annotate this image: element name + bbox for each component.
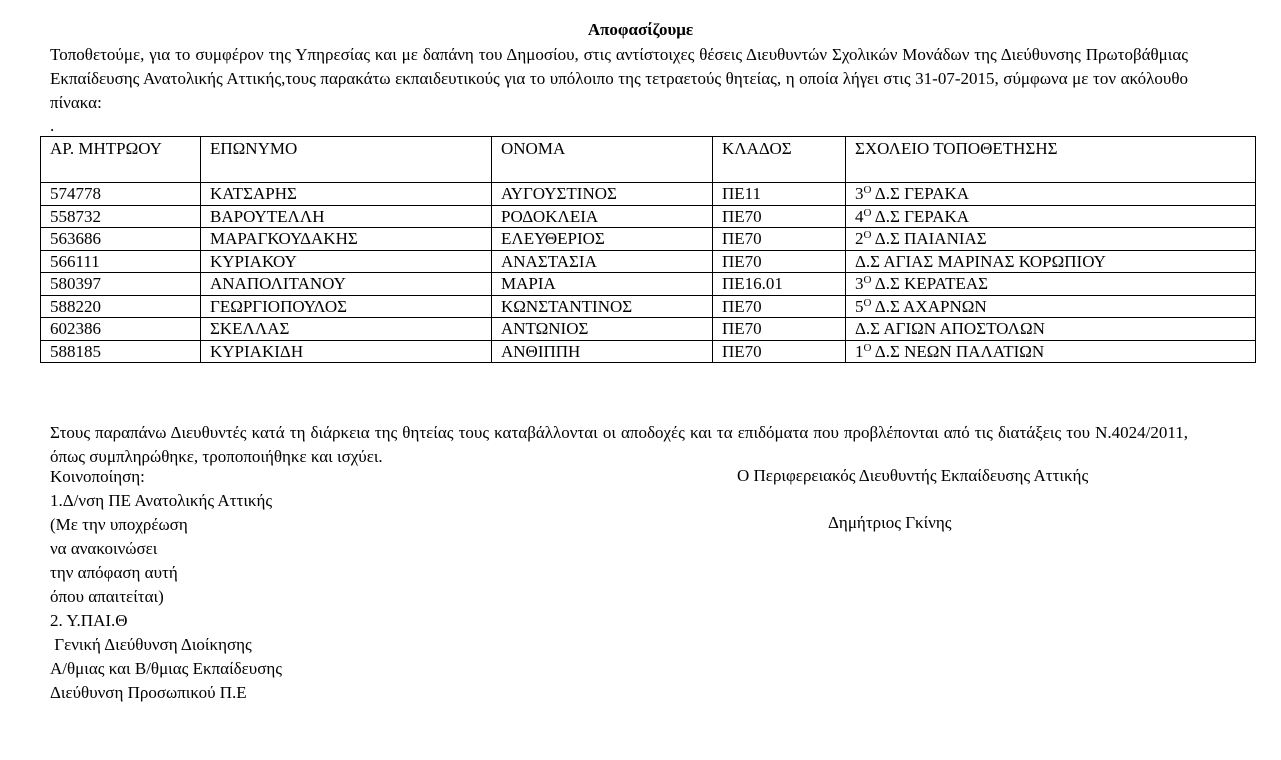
notification-line: Διεύθυνση Προσωπικού Π.Ε	[50, 683, 247, 702]
placements-table	[40, 136, 1256, 363]
intro-paragraph	[50, 43, 1188, 115]
school-name: Δ.Σ ΑΓΙΑΣ ΜΑΡΙΝΑΣ ΚΟΡΩΠΙΟΥ	[855, 251, 1106, 271]
cell-am: 602386	[41, 318, 201, 341]
cell-name: ΕΛΕΥΘΕΡΙΟΣ	[492, 228, 713, 251]
notification-line: Α/θμιας και Β/θμιας Εκπαίδευσης	[50, 659, 283, 678]
cell-am: 580397	[41, 273, 201, 296]
cell-branch: ΠΕ70	[713, 228, 846, 251]
salary-note	[50, 421, 1188, 469]
cell-school	[846, 295, 1256, 318]
school-number: 3	[855, 184, 864, 203]
table-row	[41, 318, 1256, 341]
school-number: 3	[855, 274, 864, 293]
school-ordinal-suffix: Ο	[863, 296, 872, 309]
school-name: Δ.Σ ΓΕΡΑΚΑ	[871, 206, 970, 226]
cell-school	[846, 273, 1256, 296]
intro-text: Τοποθετούμε, για το συμφέρον της Υπηρεσίας και με δαπάνη του Δημοσίου, στις αντίστοιχες θέσεις Διευθυντών Σχολικών Μονάδων της Διεύθυνσης Πρωτοβάθμιας Εκπαίδευσης Ανατολικής Αττικής,τους παρακάτω εκπαιδευτικούς για το υπόλοιπο της τετραετούς θητείας, η οποία λήγει στις 31-07-2015, σύμφωνα με τον ακόλουθο πίνακα:	[50, 45, 1188, 112]
cell-branch: ΠΕ70	[713, 295, 846, 318]
school-ordinal-suffix: Ο	[863, 274, 872, 286]
cell-am: 588185	[41, 340, 201, 363]
notification-heading: Κοινοποίηση:	[50, 467, 145, 486]
cell-name: ΑΝΤΩΝΙΟΣ	[492, 318, 713, 341]
signatory-name: Δημήτριος Γκίνης	[828, 513, 952, 532]
cell-name: ΚΩΝΣΤΑΝΤΙΝΟΣ	[492, 295, 713, 318]
cell-name: ΜΑΡΙΑ	[492, 273, 713, 296]
cell-am: 566111	[41, 250, 201, 273]
cell-branch: ΠΕ70	[713, 340, 846, 363]
school-ordinal-suffix: Ο	[863, 184, 872, 196]
cell-school	[846, 228, 1256, 251]
notification-line: την απόφαση αυτή	[50, 563, 178, 582]
school-number: 4	[855, 206, 864, 226]
table-row	[41, 183, 1256, 206]
cell-surname: ΑΝΑΠΟΛΙΤΑΝΟΥ	[201, 273, 492, 296]
cell-name: ΑΝΑΣΤΑΣΙΑ	[492, 250, 713, 273]
table-row	[41, 228, 1256, 251]
school-name: Δ.Σ ΓΕΡΑΚΑ	[871, 184, 970, 203]
document-heading: Αποφασίζουμε	[587, 20, 694, 39]
cell-name: ΡΟΔΟΚΛΕΙΑ	[492, 205, 713, 228]
table-row	[41, 295, 1256, 318]
cell-am: 563686	[41, 228, 201, 251]
school-name: Δ.Σ ΚΕΡΑΤΕΑΣ	[871, 274, 989, 293]
table-row	[41, 273, 1256, 296]
cell-branch: ΠΕ70	[713, 318, 846, 341]
school-name: Δ.Σ ΠΑΙΑΝΙΑΣ	[871, 229, 987, 248]
school-name: Δ.Σ ΝΕΩΝ ΠΑΛΑΤΙΩΝ	[871, 341, 1045, 361]
notification-list	[50, 465, 282, 705]
notification-line: Γενική Διεύθυνση Διοίκησης	[50, 635, 252, 654]
cell-surname: ΚΥΡΙΑΚΟΥ	[201, 250, 492, 273]
cell-school	[846, 318, 1256, 341]
cell-am: 574778	[41, 183, 201, 206]
table-row	[41, 205, 1256, 228]
cell-school	[846, 205, 1256, 228]
cell-branch: ΠΕ16.01	[713, 273, 846, 296]
notification-line: (Με την υποχρέωση	[50, 515, 188, 534]
cell-surname: ΚΥΡΙΑΚΙΔΗ	[201, 340, 492, 363]
cell-name: ΑΝΘΙΠΠΗ	[492, 340, 713, 363]
table-row	[41, 250, 1256, 273]
school-ordinal-suffix: Ο	[863, 229, 872, 241]
cell-surname: ΣΚΕΛΛΑΣ	[201, 318, 492, 341]
signatory-role: Ο Περιφερειακός Διευθυντής Εκπαίδευσης Αττικής	[737, 466, 1089, 485]
school-number: 2	[855, 229, 864, 248]
table-row	[41, 340, 1256, 363]
notification-line: 2. Υ.ΠΑΙ.Θ	[50, 611, 128, 630]
note-text: Στους παραπάνω Διευθυντές κατά τη διάρκεια της θητείας τους καταβάλλονται οι αποδοχές και τα επιδόματα που προβλέπονται από τις διατάξεις του Ν.4024/2011, όπως συμπληρώθηκε, τροποποιήθηκε και ισχύει.	[50, 423, 1188, 466]
cell-branch: ΠΕ70	[713, 250, 846, 273]
stray-dot: .	[50, 116, 55, 135]
cell-surname: ΒΑΡΟΥΤΕΛΛΗ	[201, 205, 492, 228]
notification-line: 1.Δ/νση ΠΕ Ανατολικής Αττικής	[50, 491, 273, 510]
header-surname: ΕΠΩΝΥΜΟ	[201, 137, 492, 183]
header-school: ΣΧΟΛΕΙΟ ΤΟΠΟΘΕΤΗΣΗΣ	[846, 137, 1256, 183]
school-ordinal-suffix: Ο	[863, 341, 872, 354]
cell-am: 558732	[41, 205, 201, 228]
cell-school	[846, 183, 1256, 206]
cell-am: 588220	[41, 295, 201, 318]
header-name: ΟΝΟΜΑ	[492, 137, 713, 183]
cell-school	[846, 250, 1256, 273]
cell-branch: ΠΕ70	[713, 205, 846, 228]
table-body	[41, 183, 1256, 363]
school-name: Δ.Σ ΑΧΑΡΝΩΝ	[871, 296, 987, 316]
cell-branch: ΠΕ11	[713, 183, 846, 206]
school-name: Δ.Σ ΑΓΙΩΝ ΑΠΟΣΤΟΛΩΝ	[855, 319, 1045, 338]
notification-line: να ανακοινώσει	[50, 539, 158, 558]
school-ordinal-suffix: Ο	[863, 206, 872, 219]
cell-surname: ΜΑΡΑΓΚΟΥΔΑΚΗΣ	[201, 228, 492, 251]
notification-line: όπου απαιτείται)	[50, 587, 164, 606]
cell-name: ΑΥΓΟΥΣΤΙΝΟΣ	[492, 183, 713, 206]
cell-surname: ΓΕΩΡΓΙΟΠΟΥΛΟΣ	[201, 295, 492, 318]
header-am: ΑΡ. ΜΗΤΡΩΟΥ	[41, 137, 201, 183]
table-header-row	[41, 137, 1256, 183]
school-number: 1	[855, 341, 864, 361]
school-number: 5	[855, 296, 864, 316]
header-branch: ΚΛΑΔΟΣ	[713, 137, 846, 183]
cell-school	[846, 340, 1256, 363]
cell-surname: ΚΑΤΣΑΡΗΣ	[201, 183, 492, 206]
